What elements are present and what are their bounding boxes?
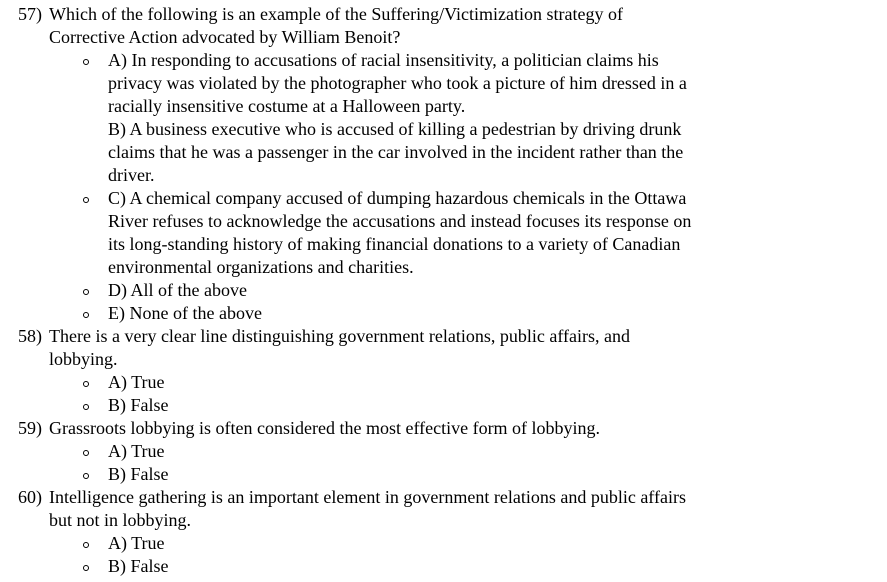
question-58-text-line-2: lobbying. (49, 349, 118, 369)
question-59-option-a: A) True (108, 441, 165, 461)
question-57-option-b-line-2: claims that he was a passenger in the car involved in the incident rather than the (108, 142, 684, 162)
question-57-text-line-1: Which of the following is an example of the Suffering/Victimization strategy of (49, 4, 623, 24)
question-59-text-line-1: Grassroots lobbying is often considered the most effective form of lobbying. (49, 418, 601, 438)
question-57-option-c-line-1: C) A chemical company accused of dumping hazardous chemicals in the Ottawa (108, 188, 687, 208)
question-59-number: 59) (18, 418, 42, 438)
question-57-text-line-2: Corrective Action advocated by William Benoit? (49, 27, 401, 47)
option-bullet (83, 197, 89, 203)
option-bullet (83, 565, 89, 571)
question-60-text-line-1: Intelligence gathering is an important element in government relations and public affairs (49, 487, 686, 507)
option-bullet (83, 450, 89, 456)
question-59-option-b: B) False (108, 464, 169, 484)
question-57-option-c-line-3: its long-standing history of making financial donations to a variety of Canadian (108, 234, 681, 254)
option-bullet (83, 381, 89, 387)
question-57-option-c-line-4: environmental organizations and charities. (108, 257, 414, 277)
question-58-option-b: B) False (108, 395, 169, 415)
question-57-option-e: E) None of the above (108, 303, 262, 323)
question-58-option-a: A) True (108, 372, 165, 392)
question-57-option-b-line-1: B) A business executive who is accused of killing a pedestrian by driving drunk (108, 119, 682, 139)
question-57-option-b-line-3: driver. (108, 165, 155, 185)
question-57-option-d: D) All of the above (108, 280, 247, 300)
option-bullet (83, 312, 89, 318)
question-60-text-line-2: but not in lobbying. (49, 510, 192, 530)
option-bullet (83, 289, 89, 295)
question-58-text-line-1: There is a very clear line distinguishing government relations, public affairs, and (49, 326, 630, 346)
question-57-option-a-line-1: A) In responding to accusations of racial insensitivity, a politician claims his (108, 50, 659, 70)
question-60-number: 60) (18, 487, 42, 507)
question-57-option-a-line-3: racially insensitive costume at a Halloween party. (108, 96, 466, 116)
question-58-number: 58) (18, 326, 42, 346)
question-57-option-a-line-2: privacy was violated by the photographer who took a picture of him dressed in a (108, 73, 687, 93)
option-bullet (83, 473, 89, 479)
option-bullet (83, 404, 89, 410)
question-57-option-c-line-2: River refuses to acknowledge the accusations and instead focuses its response on (108, 211, 692, 231)
option-bullet (83, 59, 89, 65)
question-60-option-a: A) True (108, 533, 165, 553)
option-bullet (83, 542, 89, 548)
question-57-number: 57) (18, 4, 42, 24)
question-60-option-b: B) False (108, 556, 169, 576)
